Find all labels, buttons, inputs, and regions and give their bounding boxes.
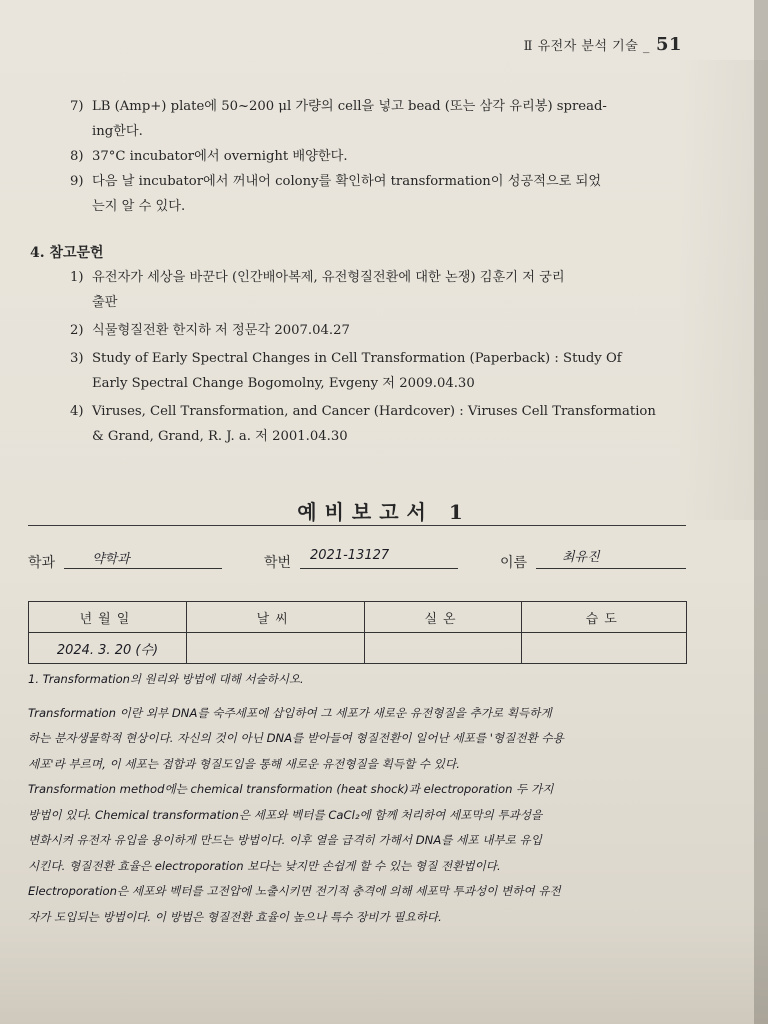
step-number: 9) xyxy=(70,174,84,189)
answer-line: 하는 분자생물학적 현상이다. 자신의 것이 아닌 DNA를 받아들여 형질전환이 일어난 세포를 '형질전환 수용 xyxy=(28,731,564,745)
page-edge-shadow xyxy=(754,0,768,1024)
reference-line: Viruses, Cell Transformation, and Cancer (Hardcover) : Viruses Cell Transformation xyxy=(92,404,656,419)
protocol-steps xyxy=(70,94,690,219)
running-header xyxy=(524,34,682,55)
header-humidity: 습도 xyxy=(522,602,687,633)
cell-date: 2024. 3. 20 (수) xyxy=(29,633,187,664)
dept-value: 약학과 xyxy=(92,552,130,567)
step-line: LB (Amp+) plate에 50~200 μl 가량의 cell을 넣고 bead (또는 삼각 유리봉) spread- xyxy=(92,99,607,114)
answer-line: 방법이 있다. Chemical transformation은 세포와 벡터를 CaCl₂에 함께 처리하여 세포막의 투과성을 xyxy=(28,807,543,822)
header-date: 년월일 xyxy=(29,602,187,633)
id-label: 학번 xyxy=(264,555,292,571)
reference-item xyxy=(70,318,690,343)
reference-line: Study of Early Spectral Changes in Cell Transformation (Paperback) : Study Of xyxy=(92,351,622,366)
reference-line: & Grand, Grand, R. J. a. 저 2001.04.30 xyxy=(92,429,348,444)
cell-weather xyxy=(186,633,364,664)
table-row xyxy=(29,633,687,664)
step-item xyxy=(70,144,690,169)
title-rule xyxy=(28,525,686,526)
reference-line: Early Spectral Change Bogomolny, Evgeny 저 2009.04.30 xyxy=(92,376,475,391)
answer-line: 시킨다. 형질전환 효율은 electroporation 보다는 낮지만 손쉽게 할 수 있는 형질 전환법이다. xyxy=(28,858,501,873)
reference-number: 1) xyxy=(70,270,84,285)
reference-item xyxy=(70,399,690,449)
handwritten-answer xyxy=(28,667,700,930)
reference-line: 식물형질전환 한지하 저 정문각 2007.04.27 xyxy=(92,323,350,338)
report-title: 예비보고서 1 xyxy=(297,500,471,524)
answer-line: 자가 도입되는 방법이다. 이 방법은 형질전환 효율이 높으나 특수 장비가 필요하다. xyxy=(28,909,442,924)
answer-line: 변화시켜 유전자 유입을 용이하게 만드는 방법이다. 이후 열을 급격히 가해서 DNA를 세포 내부로 유입 xyxy=(28,833,542,847)
step-line: 37°C incubator에서 overnight 배양한다. xyxy=(92,149,348,164)
reference-item xyxy=(70,265,690,315)
reference-number: 2) xyxy=(70,323,84,338)
table-header-row xyxy=(29,602,687,633)
step-line: ing한다. xyxy=(92,124,143,139)
step-item xyxy=(70,94,690,144)
answer-line: 세포'라 부르며, 이 세포는 접합과 형질도입을 통해 새로운 유전형질을 획득할 수 있다. xyxy=(28,756,460,771)
dept-label: 학과 xyxy=(28,555,56,571)
header-room-temp: 실온 xyxy=(364,602,522,633)
name-value: 최유진 xyxy=(562,550,600,565)
weather-table xyxy=(28,601,687,664)
step-item xyxy=(70,169,690,219)
reference-line: 유전자가 세상을 바꾼다 (인간배아복제, 유전형질전환에 대한 논쟁) 김훈기 저 궁리 xyxy=(92,270,565,285)
name-label: 이름 xyxy=(500,555,528,571)
name-line xyxy=(536,548,686,569)
page-number: 51 xyxy=(655,34,682,55)
question-text: 1. Transformation의 원리와 방법에 대해 서술하시오. xyxy=(28,672,304,686)
header-weather: 날씨 xyxy=(186,602,364,633)
header-text: Ⅱ 유전자 분석 기술 _ xyxy=(523,39,650,54)
step-number: 7) xyxy=(70,99,84,114)
step-line: 다음 날 incubator에서 꺼내어 colony를 확인하여 transformation이 성공적으로 되었 xyxy=(92,174,602,189)
answer-line: Transformation 이란 외부 DNA를 숙주세포에 삽입하여 그 세포가 새로운 유전형질을 추가로 획득하게 xyxy=(28,705,552,720)
answer-line: Transformation method에는 chemical transformation (heat shock)과 electroporation 두 가지 xyxy=(28,782,554,796)
reference-line: 출판 xyxy=(92,295,118,310)
reference-number: 4) xyxy=(70,404,84,419)
references-heading: 4. 참고문헌 xyxy=(30,245,104,261)
cell-room-temp xyxy=(364,633,522,664)
references-list xyxy=(70,265,690,452)
reference-number: 3) xyxy=(70,351,84,366)
answer-line: Electroporation은 세포와 벡터를 고전압에 노출시키면 전기적 충격에 의해 세포막 투과성이 변하여 유전 xyxy=(28,884,561,898)
dept-line xyxy=(64,548,222,569)
reference-item xyxy=(70,346,690,396)
id-value: 2021-13127 xyxy=(310,548,390,563)
cell-humidity xyxy=(522,633,687,664)
step-number: 8) xyxy=(70,149,84,164)
step-line: 는지 알 수 있다. xyxy=(92,199,186,214)
